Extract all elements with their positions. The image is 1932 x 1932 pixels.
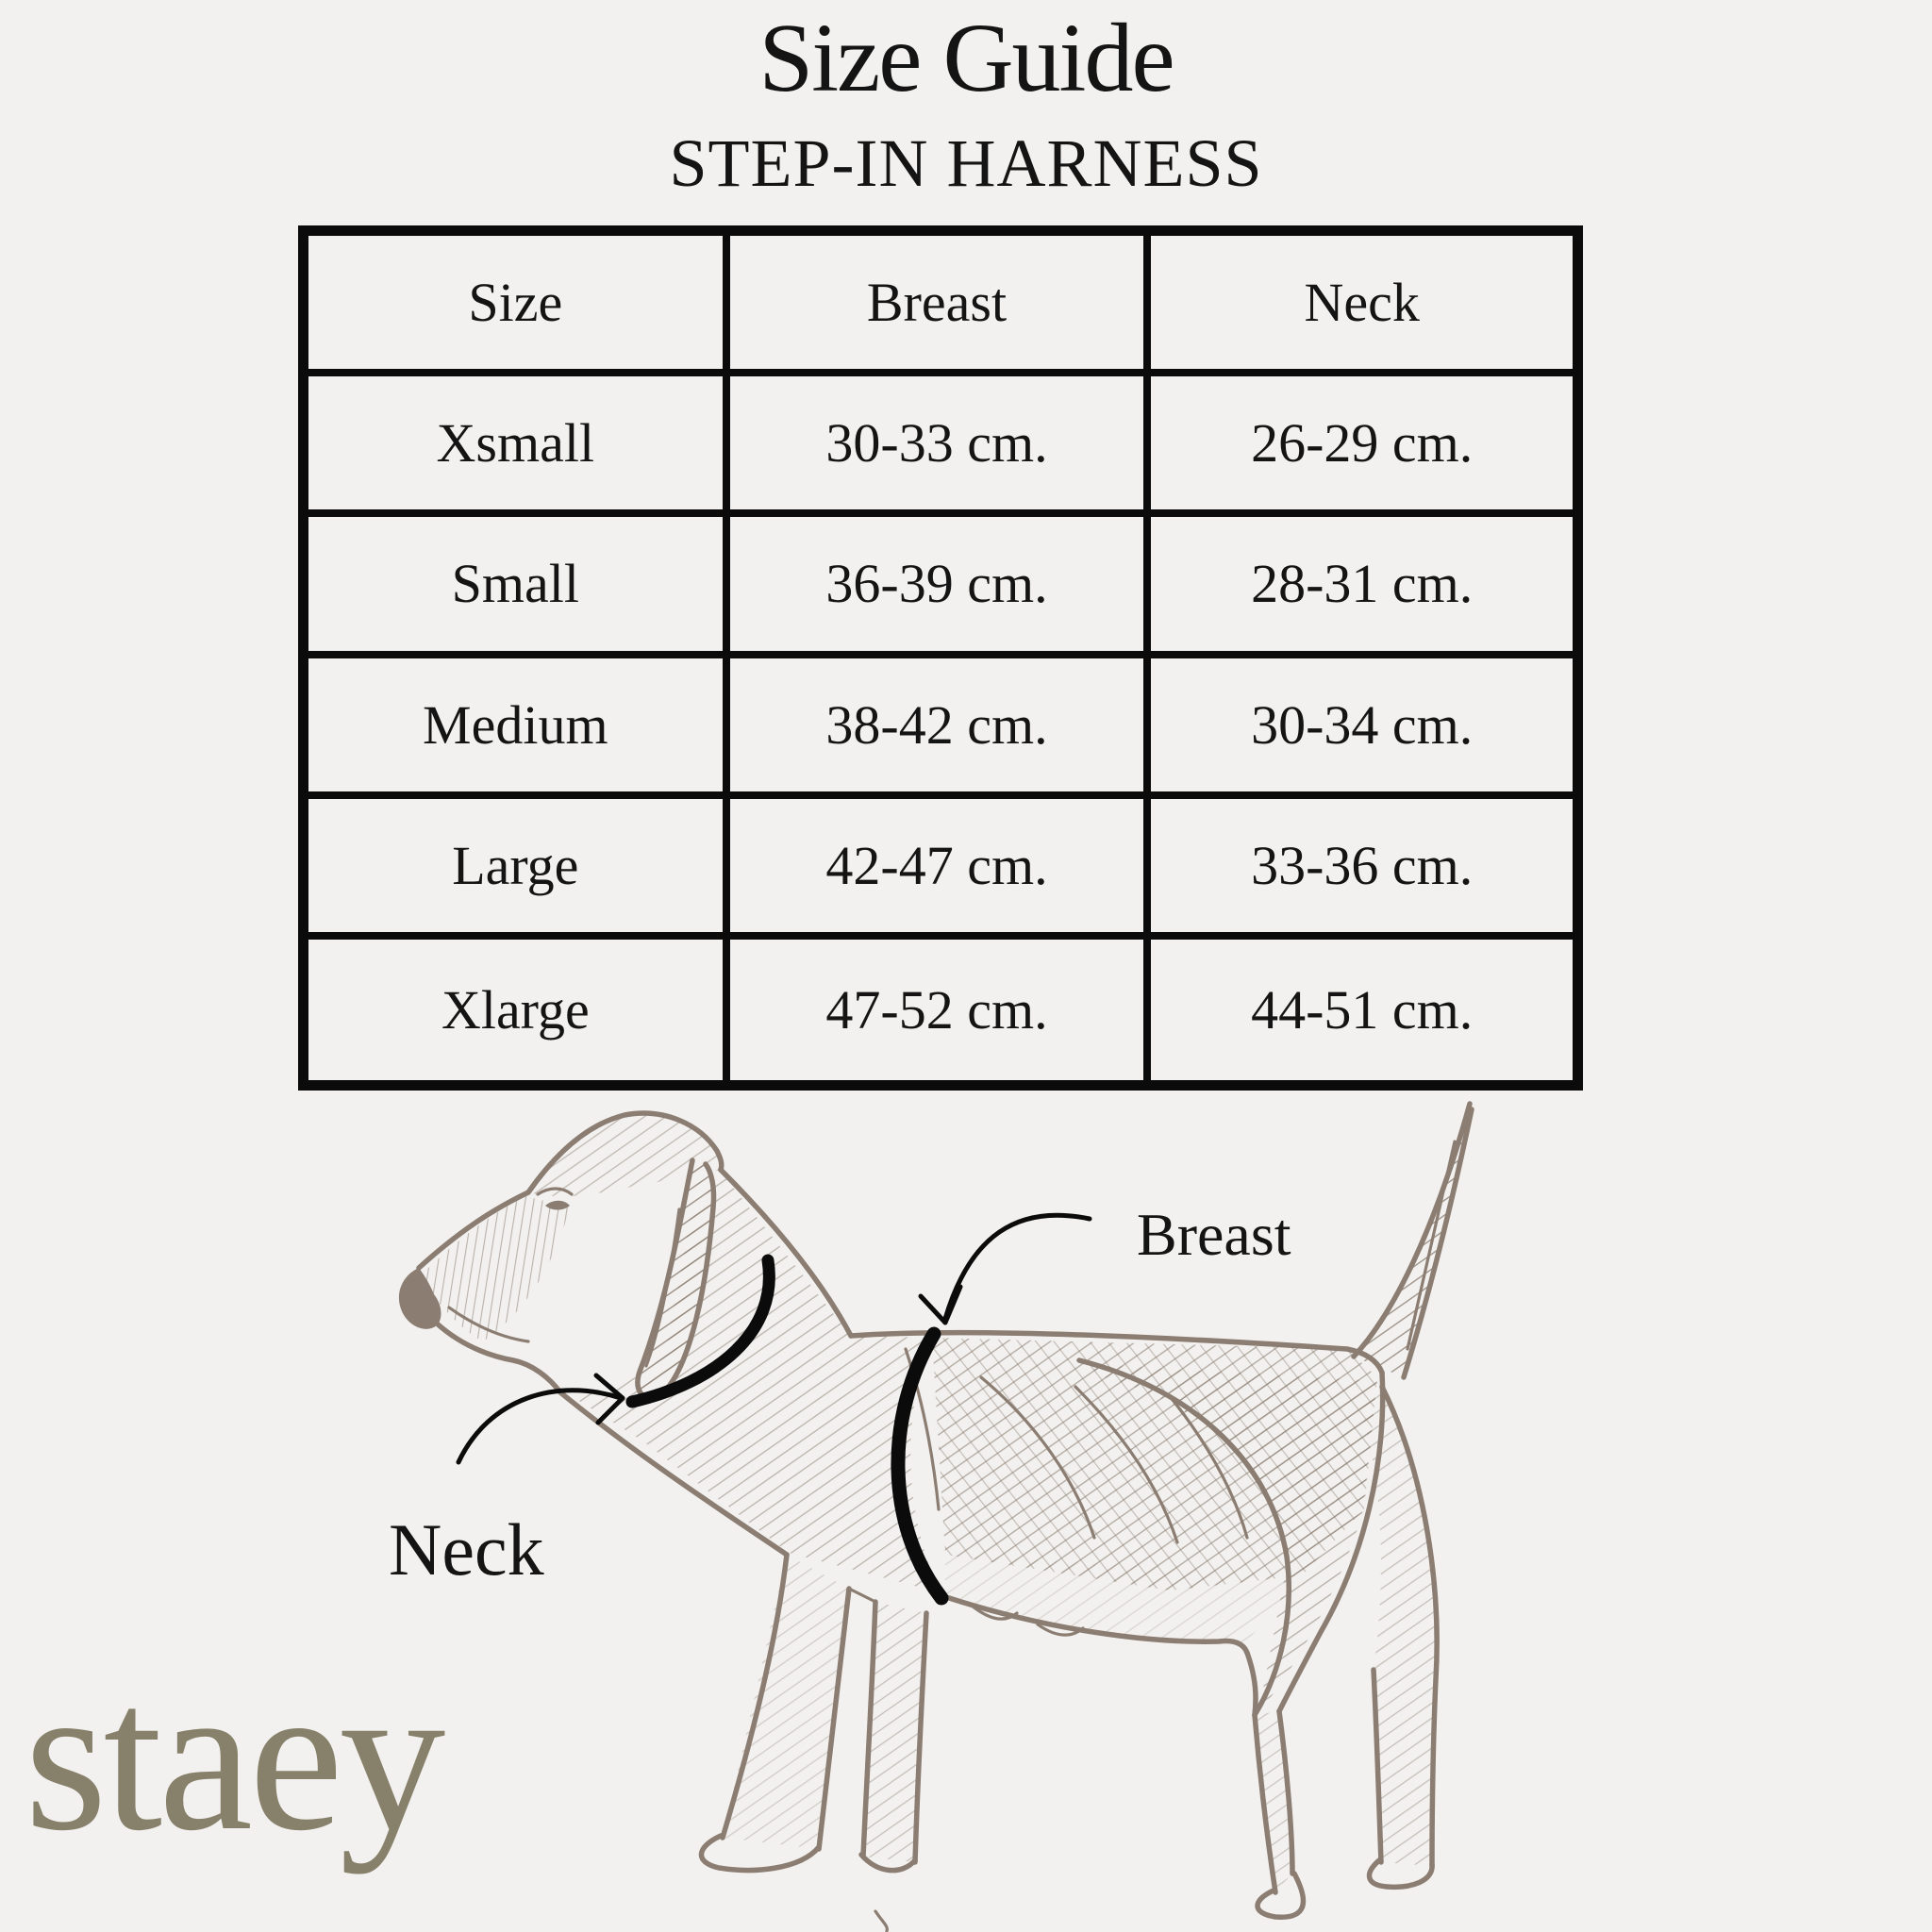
size-cell: Large <box>308 799 730 940</box>
breast-cell: 30-33 cm. <box>730 376 1152 517</box>
column-header-size: Size <box>308 236 730 376</box>
column-header-neck: Neck <box>1151 236 1573 376</box>
size-cell: Xsmall <box>308 376 730 517</box>
breast-cell: 38-42 cm. <box>730 658 1152 799</box>
breast-measure-label: Breast <box>1137 1201 1291 1268</box>
size-cell: Medium <box>308 658 730 799</box>
neck-cell: 26-29 cm. <box>1151 376 1573 517</box>
neck-measure-label: Neck <box>389 1508 544 1591</box>
size-cell: Xlarge <box>308 940 730 1080</box>
neck-cell: 28-31 cm. <box>1151 517 1573 658</box>
brand-logo: staey <box>25 1639 442 1874</box>
column-header-breast: Breast <box>730 236 1152 376</box>
dog-shading <box>425 1104 1472 1892</box>
neck-cell: 30-34 cm. <box>1151 658 1573 799</box>
neck-arrow <box>458 1375 623 1462</box>
neck-cell: 44-51 cm. <box>1251 978 1474 1041</box>
neck-cell: 33-36 cm. <box>1151 799 1573 940</box>
size-cell: Small <box>308 517 730 658</box>
breast-cell: 42-47 cm. <box>730 799 1152 940</box>
breast-arrow <box>921 1215 1090 1323</box>
size-table <box>298 225 1583 1091</box>
page-title: Size Guide <box>758 4 1174 112</box>
breast-cell: 47-52 cm. <box>730 940 1152 1080</box>
dog-sketch <box>245 1066 1811 1932</box>
page-subtitle: STEP-IN HARNESS <box>669 125 1263 201</box>
breast-cell: 36-39 cm. <box>730 517 1152 658</box>
